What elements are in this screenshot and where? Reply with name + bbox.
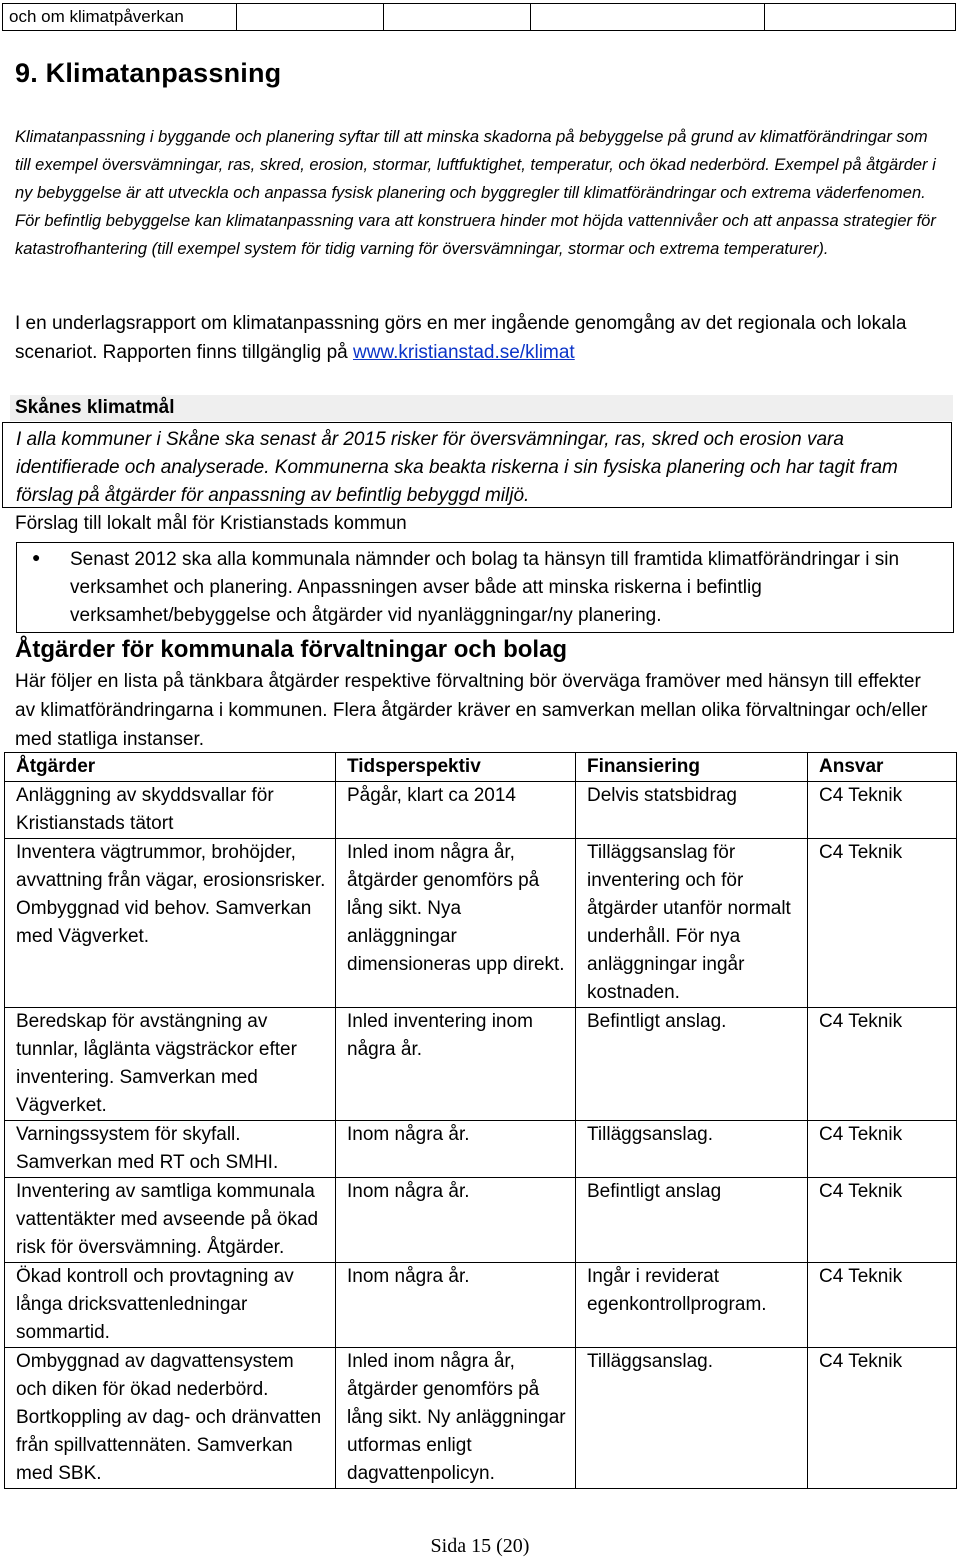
table-cell: Tilläggsanslag för inventering och för åtgärder utanför normalt underhåll. För nya anläggningar ingår kostnaden. <box>576 839 808 1008</box>
table-cell: Pågår, klart ca 2014 <box>336 782 576 839</box>
table-row <box>5 782 957 839</box>
table-cell: C4 Teknik <box>808 1263 957 1348</box>
table-cell: Inventering av samtliga kommunala vattentäkter med avseende på ökad risk för översvämning. Åtgärder. <box>5 1178 336 1263</box>
table-cell: Inom några år. <box>336 1178 576 1263</box>
bullet-icon: ● <box>32 549 41 565</box>
table-cell: Inom några år. <box>336 1263 576 1348</box>
table-row <box>5 839 957 1008</box>
table-cell: C4 Teknik <box>808 839 957 1008</box>
column-header: Tidsperspektiv <box>336 753 576 782</box>
table-cell: Delvis statsbidrag <box>576 782 808 839</box>
table-cell: Varningssystem för skyfall. Samverkan med RT och SMHI. <box>5 1121 336 1178</box>
actions-intro: Här följer en lista på tänkbara åtgärder respektive förvaltning bör överväga framöver med hänsyn till effekter av klimatförändringarna i kommunen. Flera åtgärder kräver en samverkan mellan olika förvaltningar och/eller med statliga instanser. <box>15 671 928 750</box>
table-row <box>5 1263 957 1348</box>
header-cell: och om klimatpåverkan <box>3 4 237 31</box>
local-goal-title: Förslag till lokalt mål för Kristianstads kommun <box>15 513 407 534</box>
table-row <box>5 1178 957 1263</box>
skane-goal-box: I alla kommuner i Skåne ska senast år 2015 risker för översvämningar, ras, skred och erosion vara identifierade och analyserade. Kommunerna ska beakta riskerna i sin fysiska planering och har tagit fram förslag på åtgärder för anpassning av befintlig bebyggd miljö. <box>2 422 952 508</box>
actions-heading: Åtgärder för kommunala förvaltningar och bolag <box>15 636 568 663</box>
local-goal-bullet: Senast 2012 ska alla kommunala nämnder och bolag ta hänsyn till framtida klimatförändringar i sin verksamhet och planering. Anpassningen avser både att minska riskerna i befintlig verksamhet/bebyggelse och åtgärder vid nyanläggningar/ny planering. <box>70 549 900 626</box>
table-row <box>5 1348 957 1489</box>
skane-goal-heading: Skånes klimatmål <box>10 395 953 421</box>
table-cell: C4 Teknik <box>808 1178 957 1263</box>
header-table <box>2 3 956 31</box>
table-cell: Inom några år. <box>336 1121 576 1178</box>
page-number: Sida 15 (20) <box>430 1535 530 1557</box>
table-cell: Ökad kontroll och provtagning av långa dricksvattenledningar sommartid. <box>5 1263 336 1348</box>
table-cell: Inled inom några år, åtgärder genomförs på lång sikt. Ny anläggningar utformas enligt dagvattenpolicyn. <box>336 1348 576 1489</box>
report-text: I en underlagsrapport om klimatanpassning görs en mer ingående genomgång av det regionala och lokala scenariot. Rapporten finns tillgänglig på <box>15 313 907 363</box>
table-cell: C4 Teknik <box>808 1008 957 1121</box>
table-cell: Befintligt anslag <box>576 1178 808 1263</box>
header-cell <box>237 4 384 31</box>
table-cell: Inled inom några år, åtgärder genomförs på lång sikt. Nya anläggningar dimensioneras upp direkt. <box>336 839 576 1008</box>
klimat-link[interactable]: www.kristianstad.se/klimat <box>352 342 575 363</box>
table-cell: Anläggning av skyddsvallar för Kristianstads tätort <box>5 782 336 839</box>
table-cell: Ombyggnad av dagvattensystem och diken för ökad nederbörd. Bortkoppling av dag- och dränvatten från spillvattennäten. Samverkan med SBK. <box>5 1348 336 1489</box>
column-header: Åtgärder <box>5 753 336 782</box>
table-header-row <box>5 753 957 782</box>
table-cell: Ingår i reviderat egenkontrollprogram. <box>576 1263 808 1348</box>
table-cell: C4 Teknik <box>808 1348 957 1489</box>
actions-table <box>4 752 957 1489</box>
intro-paragraph: Klimatanpassning i byggande och planering syftar till att minska skadorna på bebyggelse på grund av klimatförändringar som till exempel översvämningar, ras, skred, erosion, stormar, luftfuktighet, temperatur, och ökad nederbörd. Exempel på åtgärder i ny bebyggelse är att utveckla och anpassa fysisk planering och byggregler till klimatförändringar och extrema väderfenomen. För befintlig bebyggelse kan klimatanpassning vara att konstruera hinder mot höjda vattennivåer och att anpassa strategier för katastrofhantering (till exempel system för tidig varning för översvämningar, stormar och extrema temperaturer). <box>15 128 936 258</box>
header-cell <box>384 4 531 31</box>
table-cell: Inled inventering inom några år. <box>336 1008 576 1121</box>
table-cell: Tilläggsanslag. <box>576 1121 808 1178</box>
table-cell: Beredskap för avstängning av tunnlar, låglänta vägsträckor efter inventering. Samverkan med Vägverket. <box>5 1008 336 1121</box>
table-row <box>5 1121 957 1178</box>
column-header: Finansiering <box>576 753 808 782</box>
column-header: Ansvar <box>808 753 957 782</box>
report-paragraph <box>15 309 945 367</box>
table-cell: Inventera vägtrummor, brohöjder, avvattning från vägar, erosionsrisker. Ombyggnad vid behov. Samverkan med Vägverket. <box>5 839 336 1008</box>
section-title: 9. Klimatanpassning <box>15 58 282 88</box>
table-cell: C4 Teknik <box>808 1121 957 1178</box>
table-cell: Tilläggsanslag. <box>576 1348 808 1489</box>
header-cell <box>765 4 956 31</box>
table-row <box>5 1008 957 1121</box>
header-cell <box>531 4 765 31</box>
table-cell: C4 Teknik <box>808 782 957 839</box>
table-cell: Befintligt anslag. <box>576 1008 808 1121</box>
